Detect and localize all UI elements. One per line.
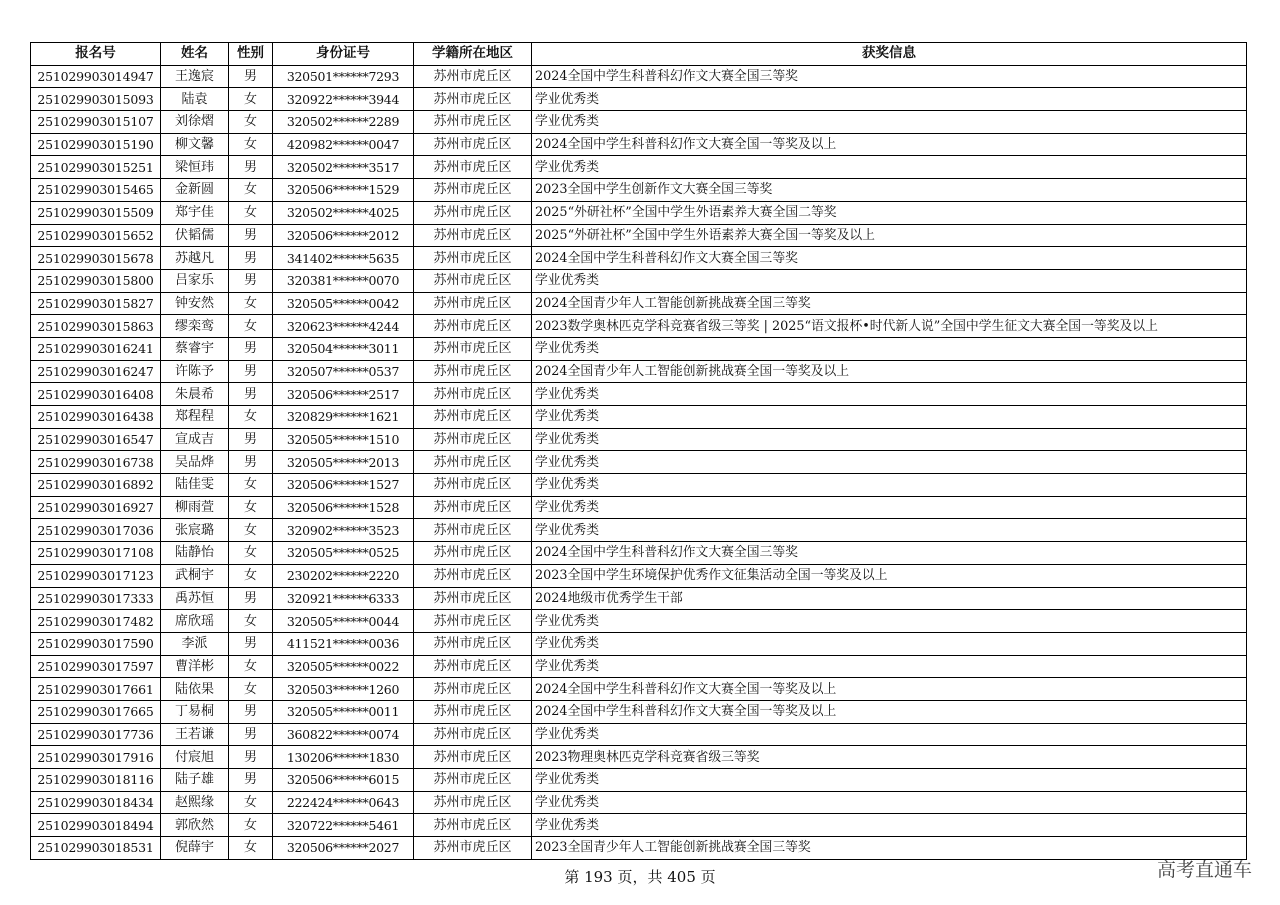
name-cell: 许陈予 <box>161 360 229 383</box>
table-row <box>31 428 1247 451</box>
table-row <box>31 837 1247 860</box>
table-row <box>31 700 1247 723</box>
header-region: 学籍所在地区 <box>414 43 532 66</box>
name-cell: 陆佳雯 <box>161 474 229 497</box>
gender-cell: 男 <box>229 337 273 360</box>
name-cell: 赵熙缘 <box>161 791 229 814</box>
id-number-cell: 320381******0070 <box>273 269 414 292</box>
id-number-cell: 320902******3523 <box>273 519 414 542</box>
table-row <box>31 496 1247 519</box>
gender-cell: 女 <box>229 292 273 315</box>
region-cell: 苏州市虎丘区 <box>414 65 532 88</box>
header-id-number: 身份证号 <box>273 43 414 66</box>
region-cell: 苏州市虎丘区 <box>414 723 532 746</box>
name-cell: 倪薛宇 <box>161 837 229 860</box>
award-info-cell: 学业优秀类 <box>532 474 1247 497</box>
name-cell: 席欣瑶 <box>161 610 229 633</box>
registration-number-cell: 251029903016738 <box>31 451 161 474</box>
gender-cell: 男 <box>229 269 273 292</box>
registration-number-cell: 251029903016241 <box>31 337 161 360</box>
gender-cell: 女 <box>229 179 273 202</box>
id-number-cell: 320502******3517 <box>273 156 414 179</box>
id-number-cell: 320829******1621 <box>273 406 414 429</box>
region-cell: 苏州市虎丘区 <box>414 428 532 451</box>
region-cell: 苏州市虎丘区 <box>414 791 532 814</box>
gender-cell: 男 <box>229 156 273 179</box>
gender-cell: 男 <box>229 224 273 247</box>
registration-number-cell: 251029903017916 <box>31 746 161 769</box>
region-cell: 苏州市虎丘区 <box>414 655 532 678</box>
region-cell: 苏州市虎丘区 <box>414 88 532 111</box>
name-cell: 宣成吉 <box>161 428 229 451</box>
gender-cell: 男 <box>229 247 273 270</box>
gender-cell: 男 <box>229 746 273 769</box>
gender-cell: 女 <box>229 406 273 429</box>
gender-cell: 男 <box>229 632 273 655</box>
name-cell: 柳文馨 <box>161 133 229 156</box>
registration-number-cell: 251029903016927 <box>31 496 161 519</box>
region-cell: 苏州市虎丘区 <box>414 156 532 179</box>
award-info-cell: 学业优秀类 <box>532 769 1247 792</box>
table-row <box>31 337 1247 360</box>
name-cell: 金新圆 <box>161 179 229 202</box>
region-cell: 苏州市虎丘区 <box>414 224 532 247</box>
gender-cell: 女 <box>229 496 273 519</box>
header-gender: 性别 <box>229 43 273 66</box>
award-info-cell: 2023全国中学生创新作文大赛全国三等奖 <box>532 179 1247 202</box>
name-cell: 曹洋彬 <box>161 655 229 678</box>
gender-cell: 女 <box>229 655 273 678</box>
id-number-cell: 320506******1527 <box>273 474 414 497</box>
region-cell: 苏州市虎丘区 <box>414 383 532 406</box>
registration-number-cell: 251029903015093 <box>31 88 161 111</box>
name-cell: 李派 <box>161 632 229 655</box>
gender-cell: 男 <box>229 769 273 792</box>
registration-number-cell: 251029903014947 <box>31 65 161 88</box>
award-info-cell: 2024全国中学生科普科幻作文大赛全国一等奖及以上 <box>532 678 1247 701</box>
name-cell: 武桐宇 <box>161 564 229 587</box>
table-row <box>31 88 1247 111</box>
id-number-cell: 320506******2027 <box>273 837 414 860</box>
award-info-cell: 学业优秀类 <box>532 814 1247 837</box>
watermark-logo: 高考直通车 <box>1156 859 1252 881</box>
gender-cell: 女 <box>229 564 273 587</box>
table-row <box>31 315 1247 338</box>
registration-number-cell: 251029903018531 <box>31 837 161 860</box>
name-cell: 苏越凡 <box>161 247 229 270</box>
name-cell: 陆依果 <box>161 678 229 701</box>
id-number-cell: 320506******1529 <box>273 179 414 202</box>
name-cell: 禹苏恒 <box>161 587 229 610</box>
table-row <box>31 451 1247 474</box>
registration-number-cell: 251029903015509 <box>31 201 161 224</box>
registration-number-cell: 251029903015800 <box>31 269 161 292</box>
region-cell: 苏州市虎丘区 <box>414 632 532 655</box>
region-cell: 苏州市虎丘区 <box>414 315 532 338</box>
table-row <box>31 201 1247 224</box>
registration-number-cell: 251029903018434 <box>31 791 161 814</box>
gender-cell: 女 <box>229 88 273 111</box>
award-info-cell: 2024全国中学生科普科幻作文大赛全国三等奖 <box>532 542 1247 565</box>
name-cell: 蔡睿宇 <box>161 337 229 360</box>
name-cell: 付宸旭 <box>161 746 229 769</box>
page-number: 第 193 页，共 405 页 <box>564 868 716 886</box>
region-cell: 苏州市虎丘区 <box>414 678 532 701</box>
name-cell: 刘徐熠 <box>161 111 229 134</box>
table-row <box>31 587 1247 610</box>
id-number-cell: 320506******1528 <box>273 496 414 519</box>
award-info-cell: 2023物理奥林匹克学科竞赛省级三等奖 <box>532 746 1247 769</box>
name-cell: 缪栾鸾 <box>161 315 229 338</box>
award-info-cell: 学业优秀类 <box>532 383 1247 406</box>
id-number-cell: 320722******5461 <box>273 814 414 837</box>
award-info-cell: 2023数学奥林匹克学科竞赛省级三等奖 | 2025“语文报杯•时代新人说”全国中学生征文大赛全国一等奖及以上 <box>532 315 1247 338</box>
registration-number-cell: 251029903015827 <box>31 292 161 315</box>
region-cell: 苏州市虎丘区 <box>414 814 532 837</box>
registration-number-cell: 251029903017036 <box>31 519 161 542</box>
award-info-cell: 2024全国中学生科普科幻作文大赛全国三等奖 <box>532 247 1247 270</box>
region-cell: 苏州市虎丘区 <box>414 337 532 360</box>
table-header-row <box>31 43 1247 66</box>
name-cell: 朱晨希 <box>161 383 229 406</box>
name-cell: 柳雨萱 <box>161 496 229 519</box>
region-cell: 苏州市虎丘区 <box>414 179 532 202</box>
id-number-cell: 320502******2289 <box>273 111 414 134</box>
region-cell: 苏州市虎丘区 <box>414 133 532 156</box>
table-row <box>31 269 1247 292</box>
region-cell: 苏州市虎丘区 <box>414 587 532 610</box>
registration-number-cell: 251029903017736 <box>31 723 161 746</box>
region-cell: 苏州市虎丘区 <box>414 474 532 497</box>
award-info-cell: 学业优秀类 <box>532 791 1247 814</box>
award-info-cell: 学业优秀类 <box>532 519 1247 542</box>
region-cell: 苏州市虎丘区 <box>414 746 532 769</box>
registration-number-cell: 251029903018494 <box>31 814 161 837</box>
id-number-cell: 320505******0022 <box>273 655 414 678</box>
gender-cell: 女 <box>229 315 273 338</box>
id-number-cell: 320506******2012 <box>273 224 414 247</box>
table-row <box>31 564 1247 587</box>
gender-cell: 男 <box>229 451 273 474</box>
award-info-cell: 学业优秀类 <box>532 88 1247 111</box>
table-row <box>31 360 1247 383</box>
gender-cell: 女 <box>229 519 273 542</box>
registration-number-cell: 251029903016547 <box>31 428 161 451</box>
registration-number-cell: 251029903015863 <box>31 315 161 338</box>
region-cell: 苏州市虎丘区 <box>414 542 532 565</box>
gender-cell: 女 <box>229 133 273 156</box>
name-cell: 陆袁 <box>161 88 229 111</box>
table-row <box>31 769 1247 792</box>
region-cell: 苏州市虎丘区 <box>414 519 532 542</box>
table-row <box>31 655 1247 678</box>
table-row <box>31 65 1247 88</box>
region-cell: 苏州市虎丘区 <box>414 769 532 792</box>
id-number-cell: 320921******6333 <box>273 587 414 610</box>
table-row <box>31 610 1247 633</box>
id-number-cell: 320505******0042 <box>273 292 414 315</box>
id-number-cell: 320505******0525 <box>273 542 414 565</box>
gender-cell: 女 <box>229 610 273 633</box>
name-cell: 梁恒玮 <box>161 156 229 179</box>
region-cell: 苏州市虎丘区 <box>414 111 532 134</box>
award-info-cell: 2024全国青少年人工智能创新挑战赛全国一等奖及以上 <box>532 360 1247 383</box>
region-cell: 苏州市虎丘区 <box>414 269 532 292</box>
region-cell: 苏州市虎丘区 <box>414 496 532 519</box>
id-number-cell: 320506******6015 <box>273 769 414 792</box>
registration-number-cell: 251029903016408 <box>31 383 161 406</box>
region-cell: 苏州市虎丘区 <box>414 451 532 474</box>
award-info-cell: 学业优秀类 <box>532 610 1247 633</box>
registration-number-cell: 251029903017123 <box>31 564 161 587</box>
id-number-cell: 360822******0074 <box>273 723 414 746</box>
name-cell: 王若谦 <box>161 723 229 746</box>
award-info-cell: 学业优秀类 <box>532 451 1247 474</box>
award-info-cell: 学业优秀类 <box>532 269 1247 292</box>
registration-number-cell: 251029903017665 <box>31 700 161 723</box>
gender-cell: 男 <box>229 428 273 451</box>
id-number-cell: 411521******0036 <box>273 632 414 655</box>
region-cell: 苏州市虎丘区 <box>414 247 532 270</box>
id-number-cell: 320623******4244 <box>273 315 414 338</box>
gender-cell: 女 <box>229 474 273 497</box>
registration-number-cell: 251029903017590 <box>31 632 161 655</box>
award-info-cell: 2023全国中学生环境保护优秀作文征集活动全国一等奖及以上 <box>532 564 1247 587</box>
registration-number-cell: 251029903017597 <box>31 655 161 678</box>
header-name: 姓名 <box>161 43 229 66</box>
registration-number-cell: 251029903015107 <box>31 111 161 134</box>
table-row <box>31 542 1247 565</box>
registration-number-cell: 251029903017333 <box>31 587 161 610</box>
name-cell: 郑宇佳 <box>161 201 229 224</box>
table-body <box>31 65 1247 859</box>
award-info-cell: 学业优秀类 <box>532 428 1247 451</box>
region-cell: 苏州市虎丘区 <box>414 837 532 860</box>
registration-number-cell: 251029903016247 <box>31 360 161 383</box>
results-table <box>30 42 1247 860</box>
table-row <box>31 247 1247 270</box>
region-cell: 苏州市虎丘区 <box>414 700 532 723</box>
gender-cell: 男 <box>229 360 273 383</box>
region-cell: 苏州市虎丘区 <box>414 406 532 429</box>
table-row <box>31 678 1247 701</box>
id-number-cell: 420982******0047 <box>273 133 414 156</box>
table-row <box>31 406 1247 429</box>
registration-number-cell: 251029903015652 <box>31 224 161 247</box>
table-row <box>31 791 1247 814</box>
id-number-cell: 230202******2220 <box>273 564 414 587</box>
table-row <box>31 224 1247 247</box>
gender-cell: 男 <box>229 587 273 610</box>
table-row <box>31 474 1247 497</box>
table-row <box>31 156 1247 179</box>
table-row <box>31 723 1247 746</box>
id-number-cell: 320505******2013 <box>273 451 414 474</box>
award-info-cell: 2024地级市优秀学生干部 <box>532 587 1247 610</box>
registration-number-cell: 251029903015678 <box>31 247 161 270</box>
header-registration-number: 报名号 <box>31 43 161 66</box>
gender-cell: 女 <box>229 791 273 814</box>
gender-cell: 女 <box>229 837 273 860</box>
award-info-cell: 2023全国青少年人工智能创新挑战赛全国三等奖 <box>532 837 1247 860</box>
table-row <box>31 179 1247 202</box>
registration-number-cell: 251029903015465 <box>31 179 161 202</box>
gender-cell: 女 <box>229 814 273 837</box>
registration-number-cell: 251029903017661 <box>31 678 161 701</box>
id-number-cell: 320506******2517 <box>273 383 414 406</box>
registration-number-cell: 251029903016892 <box>31 474 161 497</box>
table-row <box>31 519 1247 542</box>
name-cell: 郑程程 <box>161 406 229 429</box>
gender-cell: 男 <box>229 383 273 406</box>
registration-number-cell: 251029903017108 <box>31 542 161 565</box>
name-cell: 王逸宸 <box>161 65 229 88</box>
registration-number-cell: 251029903015190 <box>31 133 161 156</box>
id-number-cell: 320501******7293 <box>273 65 414 88</box>
award-info-cell: 学业优秀类 <box>532 337 1247 360</box>
registration-number-cell: 251029903017482 <box>31 610 161 633</box>
region-cell: 苏州市虎丘区 <box>414 201 532 224</box>
gender-cell: 男 <box>229 65 273 88</box>
award-info-cell: 学业优秀类 <box>532 655 1247 678</box>
id-number-cell: 130206******1830 <box>273 746 414 769</box>
id-number-cell: 320507******0537 <box>273 360 414 383</box>
id-number-cell: 320504******3011 <box>273 337 414 360</box>
award-info-cell: 学业优秀类 <box>532 156 1247 179</box>
registration-number-cell: 251029903018116 <box>31 769 161 792</box>
name-cell: 钟安然 <box>161 292 229 315</box>
region-cell: 苏州市虎丘区 <box>414 564 532 587</box>
id-number-cell: 320505******0044 <box>273 610 414 633</box>
award-info-cell: 2024全国青少年人工智能创新挑战赛全国三等奖 <box>532 292 1247 315</box>
gender-cell: 女 <box>229 678 273 701</box>
table-row <box>31 383 1247 406</box>
name-cell: 陆静怡 <box>161 542 229 565</box>
table-row <box>31 632 1247 655</box>
id-number-cell: 320502******4025 <box>273 201 414 224</box>
gender-cell: 女 <box>229 201 273 224</box>
award-info-cell: 学业优秀类 <box>532 496 1247 519</box>
award-info-cell: 学业优秀类 <box>532 111 1247 134</box>
gender-cell: 男 <box>229 700 273 723</box>
region-cell: 苏州市虎丘区 <box>414 610 532 633</box>
id-number-cell: 320922******3944 <box>273 88 414 111</box>
gender-cell: 女 <box>229 542 273 565</box>
id-number-cell: 222424******0643 <box>273 791 414 814</box>
table-row <box>31 133 1247 156</box>
id-number-cell: 320503******1260 <box>273 678 414 701</box>
gender-cell: 男 <box>229 723 273 746</box>
name-cell: 伏韬儒 <box>161 224 229 247</box>
award-info-cell: 学业优秀类 <box>532 632 1247 655</box>
award-info-cell: 2024全国中学生科普科幻作文大赛全国三等奖 <box>532 65 1247 88</box>
id-number-cell: 320505******1510 <box>273 428 414 451</box>
id-number-cell: 320505******0011 <box>273 700 414 723</box>
table-row <box>31 814 1247 837</box>
award-info-cell: 2025“外研社杯”全国中学生外语素养大赛全国一等奖及以上 <box>532 224 1247 247</box>
registration-number-cell: 251029903016438 <box>31 406 161 429</box>
name-cell: 吴品烨 <box>161 451 229 474</box>
gender-cell: 女 <box>229 111 273 134</box>
header-award-info: 获奖信息 <box>532 43 1247 66</box>
table-row <box>31 111 1247 134</box>
region-cell: 苏州市虎丘区 <box>414 292 532 315</box>
award-info-cell: 2024全国中学生科普科幻作文大赛全国一等奖及以上 <box>532 133 1247 156</box>
registration-number-cell: 251029903015251 <box>31 156 161 179</box>
name-cell: 吕家乐 <box>161 269 229 292</box>
award-info-cell: 2025“外研社杯”全国中学生外语素养大赛全国二等奖 <box>532 201 1247 224</box>
name-cell: 陆子雄 <box>161 769 229 792</box>
name-cell: 丁易桐 <box>161 700 229 723</box>
table-row <box>31 746 1247 769</box>
name-cell: 郭欣然 <box>161 814 229 837</box>
award-info-cell: 2024全国中学生科普科幻作文大赛全国一等奖及以上 <box>532 700 1247 723</box>
id-number-cell: 341402******5635 <box>273 247 414 270</box>
award-info-cell: 学业优秀类 <box>532 406 1247 429</box>
name-cell: 张宸璐 <box>161 519 229 542</box>
region-cell: 苏州市虎丘区 <box>414 360 532 383</box>
table-row <box>31 292 1247 315</box>
award-info-cell: 学业优秀类 <box>532 723 1247 746</box>
